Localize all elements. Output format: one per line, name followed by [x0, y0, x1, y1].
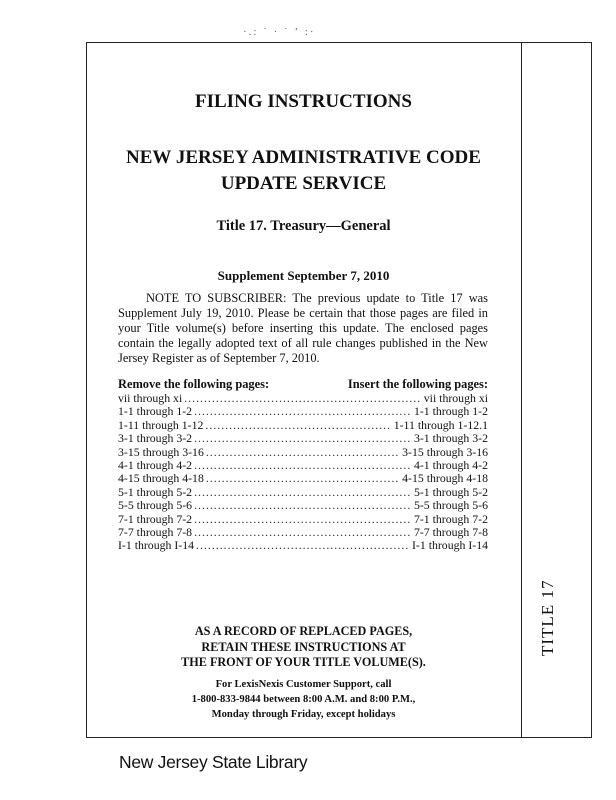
- page-row: [118, 459, 488, 472]
- dot-leader: [196, 539, 410, 552]
- remove-pages: 7-1 through 7-2: [118, 511, 193, 526]
- dot-leader: [194, 459, 412, 472]
- page-row: [118, 539, 488, 552]
- page-row: [118, 446, 488, 459]
- customer-support: [86, 677, 521, 722]
- page-row: [118, 472, 488, 485]
- remove-pages: 3-1 through 3-2: [118, 431, 193, 446]
- tab-divider: [521, 42, 522, 738]
- library-footer: New Jersey State Library: [119, 752, 308, 772]
- support-line-1: For LexisNexis Customer Support, call: [215, 679, 392, 690]
- dot-leader: [194, 526, 412, 539]
- record-notice: [86, 624, 521, 671]
- dot-leader: [194, 405, 412, 418]
- remove-pages: 7-7 through 7-8: [118, 524, 193, 539]
- dot-leader: [194, 432, 412, 445]
- insert-pages: I-1 through I-14: [411, 538, 488, 553]
- insert-pages: 5-1 through 5-2: [413, 484, 488, 499]
- page-row: [118, 486, 488, 499]
- code-title-line-2: UPDATE SERVICE: [220, 173, 387, 194]
- dot-leader: [206, 472, 400, 485]
- page-row: [118, 499, 488, 512]
- remove-pages: 4-1 through 4-2: [118, 457, 193, 472]
- remove-pages: 5-1 through 5-2: [118, 484, 193, 499]
- insert-pages: 1-11 through 1-12.1: [393, 417, 488, 432]
- insert-pages: vii through xi: [423, 391, 488, 405]
- dot-leader: [194, 499, 412, 512]
- record-line-2: RETAIN THESE INSTRUCTIONS AT: [201, 639, 406, 654]
- insert-header: Insert the following pages:: [347, 377, 488, 391]
- title-subtitle: Title 17. Treasury—General: [216, 218, 391, 234]
- page-row: [118, 432, 488, 445]
- subscriber-note: NOTE TO SUBSCRIBER: The previous update to Title 17 was Supplement July 19, 2010. Please be certain that those pages are filed in your Title volume(s) before inserting this update. The enclosed pages contain the legally adopted text of all rule changes published in the New Jersey Register as of September 7, 2010.: [118, 291, 488, 365]
- remove-pages: 1-11 through 1-12: [118, 417, 204, 432]
- insert-pages: 4-1 through 4-2: [413, 457, 488, 472]
- code-title-line-1: NEW JERSEY ADMINISTRATIVE CODE: [126, 147, 481, 168]
- page-row: [118, 392, 488, 405]
- insert-pages: 7-7 through 7-8: [413, 524, 488, 539]
- dot-leader: [184, 392, 422, 405]
- page-row: [118, 419, 488, 432]
- insert-pages: 3-15 through 3-16: [402, 444, 488, 459]
- insert-pages: 5-5 through 5-6: [413, 498, 488, 513]
- dot-leader: [194, 486, 412, 499]
- remove-pages: 4-15 through 4-18: [118, 471, 204, 486]
- support-line-3: Monday through Friday, except holidays: [211, 709, 396, 720]
- remove-pages: I-1 through I-14: [118, 538, 195, 553]
- remove-pages: 3-15 through 3-16: [118, 444, 204, 459]
- insert-pages: 7-1 through 7-2: [413, 511, 488, 526]
- support-line-2: 1-800-833-9844 between 8:00 A.M. and 8:00 P.M.,: [191, 694, 416, 705]
- remove-header: Remove the following pages:: [118, 377, 270, 391]
- insert-pages: 4-15 through 4-18: [402, 471, 488, 486]
- insert-pages: 3-1 through 3-2: [413, 431, 488, 446]
- dot-leader: [206, 446, 400, 459]
- insert-pages: 1-1 through 1-2: [413, 404, 488, 419]
- scan-artifact: ·.: ˙ · ˙ ʼ :·: [243, 26, 316, 38]
- dot-leader: [205, 419, 391, 432]
- page-list-header: [118, 377, 488, 392]
- remove-pages: 5-5 through 5-6: [118, 498, 193, 513]
- remove-pages: 1-1 through 1-2: [118, 404, 193, 419]
- remove-pages: vii through xi: [118, 391, 183, 405]
- page-row: [118, 513, 488, 526]
- filing-instructions-heading: FILING INSTRUCTIONS: [195, 91, 412, 112]
- code-title: [86, 145, 521, 197]
- page-row: [118, 405, 488, 418]
- record-line-3: THE FRONT OF YOUR TITLE VOLUME(S).: [181, 655, 426, 669]
- page-row: [118, 526, 488, 539]
- record-line-1: AS A RECORD OF REPLACED PAGES,: [194, 624, 413, 638]
- title-tab-label: TITLE 17: [538, 579, 557, 656]
- dot-leader: [194, 513, 412, 526]
- supplement-date: Supplement September 7, 2010: [217, 268, 390, 283]
- page-list: [118, 392, 488, 553]
